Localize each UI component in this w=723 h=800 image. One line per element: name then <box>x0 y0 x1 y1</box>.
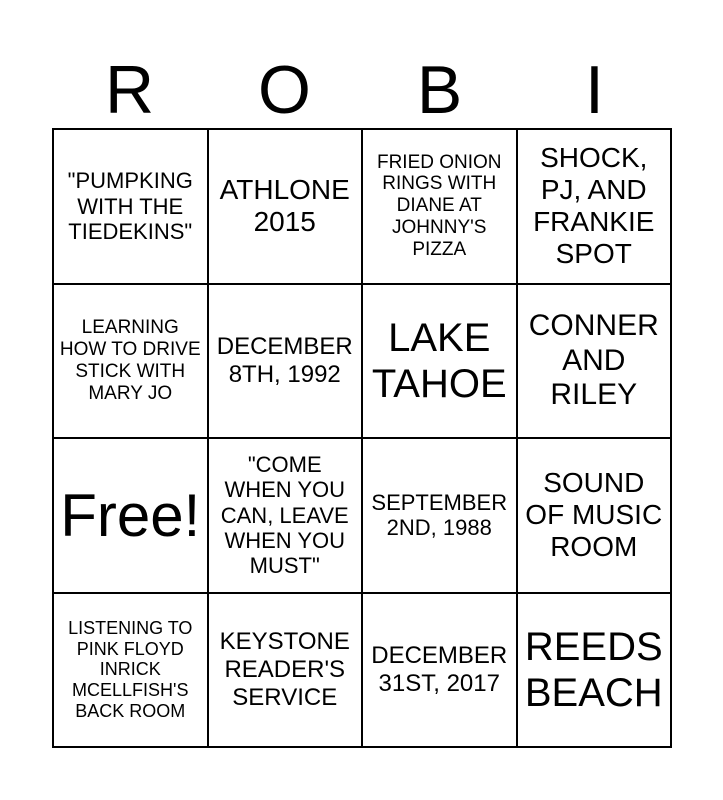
bingo-cell-11[interactable] <box>363 439 518 594</box>
cell-text: "COME WHEN YOU CAN, LEAVE WHEN YOU MUST" <box>220 452 349 579</box>
bingo-cell-1[interactable] <box>54 130 209 285</box>
bingo-cell-6[interactable] <box>209 285 364 440</box>
cell-text: LAKE TAHOE <box>371 315 507 406</box>
cell-text: LISTENING TO PINK FLOYD INRICK MCELLFISH'S BACK ROOM <box>68 618 193 721</box>
bingo-cell-free[interactable] <box>54 439 209 594</box>
cell-text: SHOCK, PJ, AND FRANKIE SPOT <box>533 141 655 270</box>
cell-text: CONNER AND RILEY <box>528 309 659 411</box>
bingo-cell-2[interactable] <box>209 130 364 285</box>
cell-text: REEDS BEACH <box>524 624 663 715</box>
bingo-cell-16[interactable] <box>518 594 673 749</box>
cell-text: SEPTEMBER 2ND, 1988 <box>371 489 508 541</box>
cell-text: FRIED ONION RINGS WITH DIANE AT JOHNNY'S PIZZA <box>376 151 502 261</box>
bingo-cell-12[interactable] <box>518 439 673 594</box>
bingo-board <box>52 128 672 748</box>
header-letter-b: B <box>416 52 463 128</box>
cell-text: Free! <box>60 481 201 549</box>
bingo-cell-14[interactable] <box>209 594 364 749</box>
bingo-cell-8[interactable] <box>518 285 673 440</box>
bingo-cell-3[interactable] <box>363 130 518 285</box>
cell-text: LEARNING HOW TO DRIVE STICK WITH MARY JO <box>59 317 201 404</box>
header-letter-o: O <box>258 52 311 128</box>
bingo-header <box>52 52 672 128</box>
cell-text: SOUND OF MUSIC ROOM <box>525 466 663 563</box>
bingo-cell-4[interactable] <box>518 130 673 285</box>
bingo-cell-7[interactable] <box>363 285 518 440</box>
header-letter-r: R <box>104 52 155 128</box>
cell-text: "PUMPKING WITH THE TIEDEKINS" <box>67 168 193 244</box>
cell-text: DECEMBER 8TH, 1992 <box>216 333 353 388</box>
cell-text: ATHLONE 2015 <box>219 174 350 238</box>
cell-text: DECEMBER 31ST, 2017 <box>371 642 508 697</box>
cell-text: KEYSTONE READER'S SERVICE <box>219 628 350 711</box>
header-letter-i: I <box>585 52 604 128</box>
bingo-cell-5[interactable] <box>54 285 209 440</box>
bingo-cell-10[interactable] <box>209 439 364 594</box>
bingo-cell-15[interactable] <box>363 594 518 749</box>
bingo-cell-13[interactable] <box>54 594 209 749</box>
